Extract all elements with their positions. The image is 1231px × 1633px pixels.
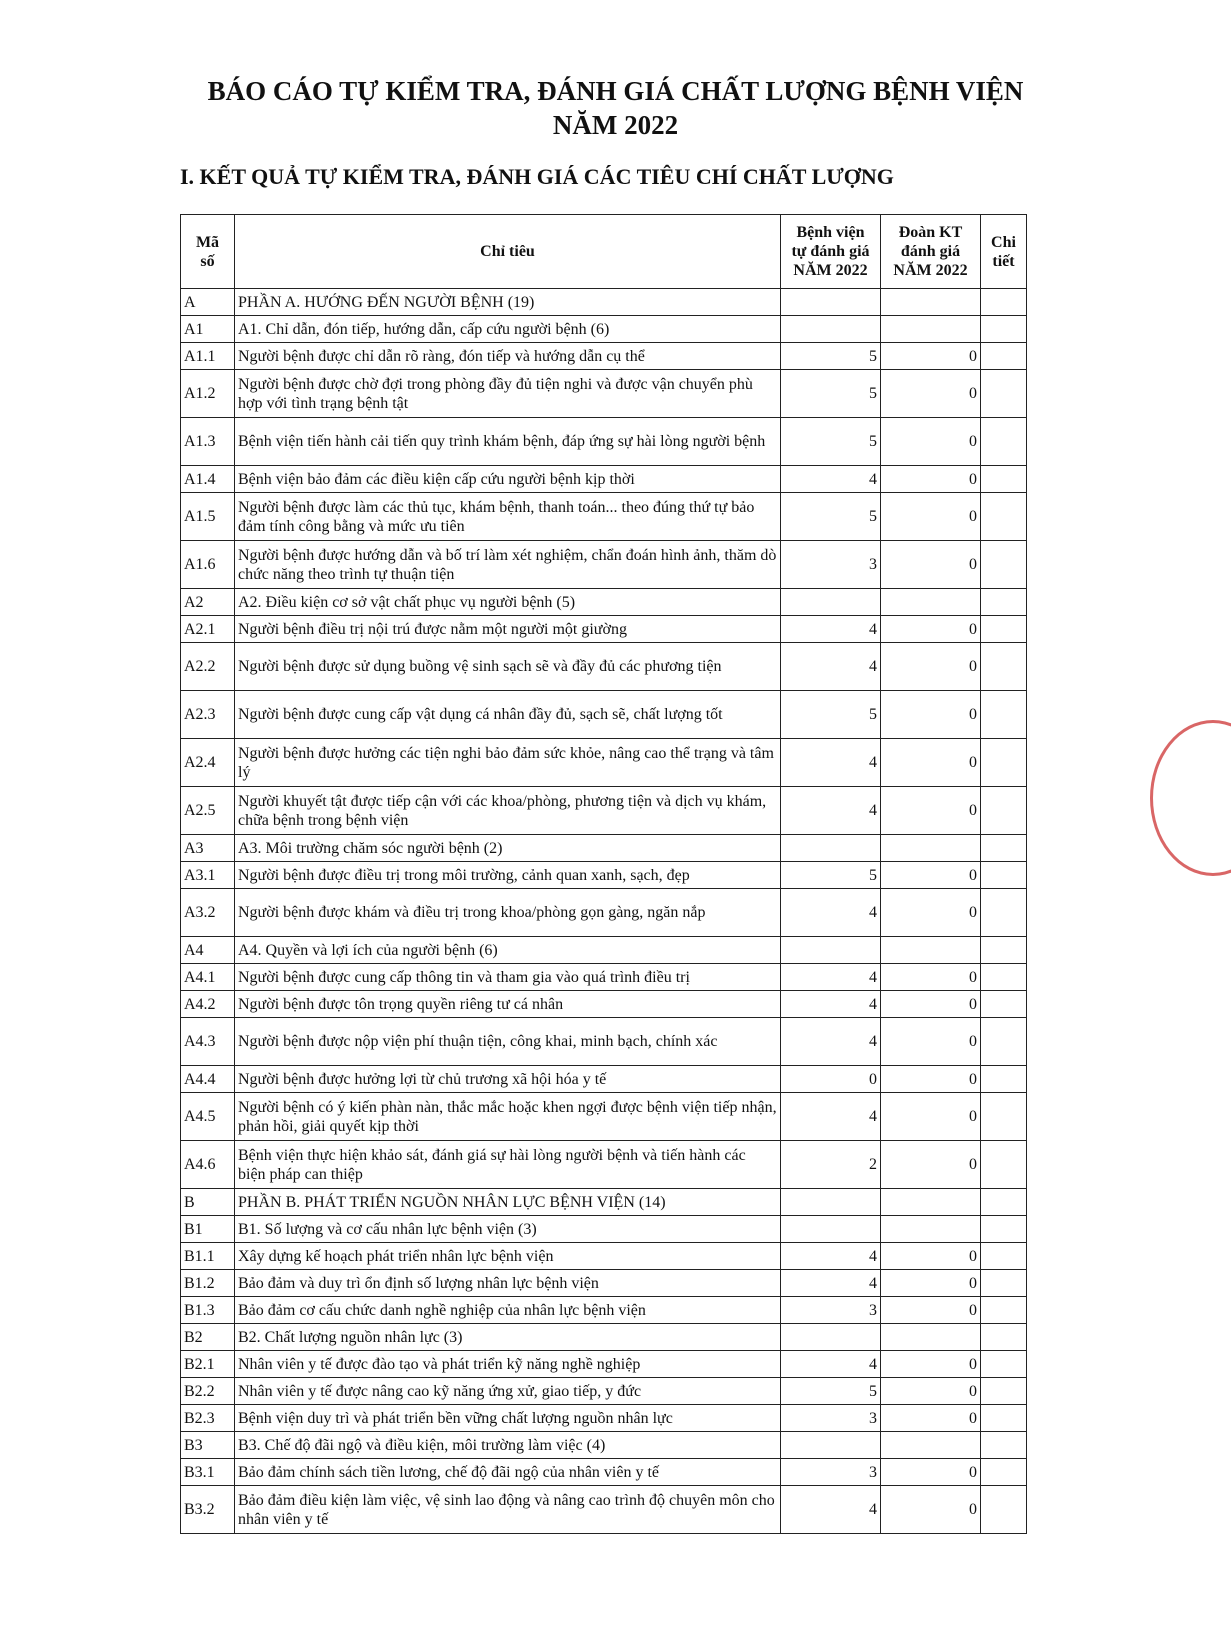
row-code: A2.4	[181, 739, 235, 787]
row-team-score	[881, 589, 981, 616]
row-code: A2.5	[181, 787, 235, 835]
table-row	[181, 1216, 1027, 1243]
row-self-score	[781, 289, 881, 316]
row-detail	[981, 1066, 1027, 1093]
row-detail	[981, 1405, 1027, 1432]
row-detail	[981, 616, 1027, 643]
header-name: Chỉ tiêu	[235, 215, 781, 289]
row-detail	[981, 739, 1027, 787]
row-detail	[981, 1243, 1027, 1270]
row-criterion: Người bệnh được điều trị trong môi trường, cảnh quan xanh, sạch, đẹp	[235, 862, 781, 889]
row-team-score: 0	[881, 418, 981, 466]
table-row	[181, 862, 1027, 889]
table-row	[181, 889, 1027, 937]
row-self-score: 4	[781, 739, 881, 787]
table-row	[181, 1270, 1027, 1297]
table-row	[181, 643, 1027, 691]
row-detail	[981, 1351, 1027, 1378]
row-criterion: Người bệnh được hưởng lợi từ chủ trương xã hội hóa y tế	[235, 1066, 781, 1093]
row-team-score: 0	[881, 1405, 981, 1432]
row-detail	[981, 316, 1027, 343]
table-row	[181, 466, 1027, 493]
row-detail	[981, 889, 1027, 937]
row-team-score: 0	[881, 991, 981, 1018]
row-detail	[981, 1486, 1027, 1534]
row-criterion: Người bệnh được nộp viện phí thuận tiện, công khai, minh bạch, chính xác	[235, 1018, 781, 1066]
table-row	[181, 1405, 1027, 1432]
row-detail	[981, 991, 1027, 1018]
row-code: A1.1	[181, 343, 235, 370]
row-criterion: Bảo đảm chính sách tiền lương, chế độ đãi ngộ của nhân viên y tế	[235, 1459, 781, 1486]
row-detail	[981, 343, 1027, 370]
table-row	[181, 991, 1027, 1018]
row-detail	[981, 1378, 1027, 1405]
row-code: A4.3	[181, 1018, 235, 1066]
row-code: A3	[181, 835, 235, 862]
row-self-score: 5	[781, 1378, 881, 1405]
row-code: A1.4	[181, 466, 235, 493]
row-detail	[981, 1216, 1027, 1243]
table-row	[181, 616, 1027, 643]
row-criterion: Người bệnh được hưởng các tiện nghi bảo đảm sức khỏe, nâng cao thể trạng và tâm lý	[235, 739, 781, 787]
row-criterion: A1. Chỉ dẫn, đón tiếp, hướng dẫn, cấp cứu người bệnh (6)	[235, 316, 781, 343]
row-team-score: 0	[881, 541, 981, 589]
row-code: A4.4	[181, 1066, 235, 1093]
row-code: B2.1	[181, 1351, 235, 1378]
criteria-table	[180, 214, 1027, 1534]
header-team-assessment: Đoàn KT đánh giá NĂM 2022	[881, 215, 981, 289]
row-criterion: Người bệnh được làm các thủ tục, khám bệnh, thanh toán... theo đúng thứ tự bảo đảm tính công bằng và mức ưu tiên	[235, 493, 781, 541]
row-self-score: 3	[781, 1405, 881, 1432]
row-code: A	[181, 289, 235, 316]
table-row	[181, 1018, 1027, 1066]
row-detail	[981, 1297, 1027, 1324]
table-body	[181, 289, 1027, 1534]
row-detail	[981, 964, 1027, 991]
row-detail	[981, 1093, 1027, 1141]
row-team-score: 0	[881, 1351, 981, 1378]
row-code: A2.2	[181, 643, 235, 691]
red-stamp-seal	[1150, 720, 1231, 876]
table-row	[181, 493, 1027, 541]
table-row	[181, 1486, 1027, 1534]
row-self-score	[781, 1432, 881, 1459]
row-team-score	[881, 1189, 981, 1216]
header-code: Mã số	[181, 215, 235, 289]
header-detail: Chi tiết	[981, 215, 1027, 289]
row-criterion: Người bệnh được sử dụng buồng vệ sinh sạch sẽ và đầy đủ các phương tiện	[235, 643, 781, 691]
title-line-1: BÁO CÁO TỰ KIỂM TRA, ĐÁNH GIÁ CHẤT LƯỢNG BỆNH VIỆN	[207, 76, 1024, 106]
row-team-score	[881, 1432, 981, 1459]
report-title	[0, 74, 1231, 142]
row-code: B3	[181, 1432, 235, 1459]
table-row	[181, 835, 1027, 862]
row-self-score: 2	[781, 1141, 881, 1189]
row-detail	[981, 493, 1027, 541]
table-row	[181, 589, 1027, 616]
row-code: B	[181, 1189, 235, 1216]
row-team-score: 0	[881, 343, 981, 370]
table-row	[181, 1093, 1027, 1141]
row-criterion: Người bệnh được cung cấp thông tin và tham gia vào quá trình điều trị	[235, 964, 781, 991]
row-team-score: 0	[881, 862, 981, 889]
row-criterion: Nhân viên y tế được đào tạo và phát triển kỹ năng nghề nghiệp	[235, 1351, 781, 1378]
row-code: A2.1	[181, 616, 235, 643]
row-code: B2.3	[181, 1405, 235, 1432]
row-self-score: 4	[781, 991, 881, 1018]
table-row	[181, 964, 1027, 991]
row-self-score: 5	[781, 493, 881, 541]
row-team-score: 0	[881, 1093, 981, 1141]
row-code: B1	[181, 1216, 235, 1243]
row-criterion: Bệnh viện tiến hành cải tiến quy trình khám bệnh, đáp ứng sự hài lòng người bệnh	[235, 418, 781, 466]
row-self-score	[781, 835, 881, 862]
row-self-score: 4	[781, 616, 881, 643]
row-self-score: 4	[781, 787, 881, 835]
row-self-score	[781, 937, 881, 964]
table-row	[181, 787, 1027, 835]
row-code: B1.2	[181, 1270, 235, 1297]
row-team-score: 0	[881, 493, 981, 541]
row-criterion: A3. Môi trường chăm sóc người bệnh (2)	[235, 835, 781, 862]
row-criterion: Người bệnh được chờ đợi trong phòng đầy đủ tiện nghi và được vận chuyển phù hợp với tình trạng bệnh tật	[235, 370, 781, 418]
table-row	[181, 937, 1027, 964]
row-self-score: 4	[781, 643, 881, 691]
row-code: A1	[181, 316, 235, 343]
table-row	[181, 1297, 1027, 1324]
row-self-score: 4	[781, 1351, 881, 1378]
row-code: B2.2	[181, 1378, 235, 1405]
table-row	[181, 1189, 1027, 1216]
row-detail	[981, 1459, 1027, 1486]
table-row	[181, 343, 1027, 370]
row-detail	[981, 289, 1027, 316]
row-detail	[981, 787, 1027, 835]
row-self-score	[781, 1216, 881, 1243]
row-team-score	[881, 289, 981, 316]
row-detail	[981, 541, 1027, 589]
row-self-score	[781, 1189, 881, 1216]
row-detail	[981, 862, 1027, 889]
row-code: A1.6	[181, 541, 235, 589]
row-team-score: 0	[881, 1459, 981, 1486]
row-detail	[981, 1189, 1027, 1216]
row-team-score: 0	[881, 1066, 981, 1093]
row-criterion: Người bệnh điều trị nội trú được nằm một người một giường	[235, 616, 781, 643]
row-criterion: Bệnh viện duy trì và phát triển bền vững chất lượng nguồn nhân lực	[235, 1405, 781, 1432]
row-code: A3.2	[181, 889, 235, 937]
row-team-score: 0	[881, 691, 981, 739]
row-criterion: B1. Số lượng và cơ cấu nhân lực bệnh viện (3)	[235, 1216, 781, 1243]
table-row	[181, 1459, 1027, 1486]
row-self-score: 4	[781, 1486, 881, 1534]
row-self-score	[781, 1324, 881, 1351]
row-team-score	[881, 1324, 981, 1351]
row-self-score: 4	[781, 964, 881, 991]
row-team-score: 0	[881, 1141, 981, 1189]
row-team-score: 0	[881, 1297, 981, 1324]
row-detail	[981, 1432, 1027, 1459]
row-code: A2	[181, 589, 235, 616]
table-row	[181, 739, 1027, 787]
row-code: A4.2	[181, 991, 235, 1018]
row-code: A3.1	[181, 862, 235, 889]
table-row	[181, 370, 1027, 418]
row-criterion: B2. Chất lượng nguồn nhân lực (3)	[235, 1324, 781, 1351]
row-criterion: B3. Chế độ đãi ngộ và điều kiện, môi trường làm việc (4)	[235, 1432, 781, 1459]
table-row	[181, 1432, 1027, 1459]
row-criterion: Bệnh viện bảo đảm các điều kiện cấp cứu người bệnh kịp thời	[235, 466, 781, 493]
row-team-score	[881, 316, 981, 343]
row-self-score: 5	[781, 418, 881, 466]
table-row	[181, 316, 1027, 343]
row-self-score	[781, 316, 881, 343]
row-self-score: 4	[781, 1093, 881, 1141]
row-team-score: 0	[881, 466, 981, 493]
row-code: A2.3	[181, 691, 235, 739]
table-header-row	[181, 215, 1027, 289]
row-team-score: 0	[881, 1243, 981, 1270]
table-row	[181, 289, 1027, 316]
header-self-assessment: Bệnh viện tự đánh giá NĂM 2022	[781, 215, 881, 289]
row-code: A1.2	[181, 370, 235, 418]
row-team-score: 0	[881, 643, 981, 691]
row-detail	[981, 937, 1027, 964]
row-self-score: 4	[781, 1018, 881, 1066]
row-detail	[981, 643, 1027, 691]
row-criterion: A2. Điều kiện cơ sở vật chất phục vụ người bệnh (5)	[235, 589, 781, 616]
row-criterion: Người khuyết tật được tiếp cận với các khoa/phòng, phương tiện và dịch vụ khám, chữa bệnh trong bệnh viện	[235, 787, 781, 835]
row-code: B1.1	[181, 1243, 235, 1270]
row-criterion: Người bệnh có ý kiến phàn nàn, thắc mắc hoặc khen ngợi được bệnh viện tiếp nhận, phản hồi, giải quyết kịp thời	[235, 1093, 781, 1141]
row-criterion: Xây dựng kế hoạch phát triển nhân lực bệnh viện	[235, 1243, 781, 1270]
row-team-score: 0	[881, 616, 981, 643]
row-team-score: 0	[881, 964, 981, 991]
row-detail	[981, 691, 1027, 739]
table-row	[181, 1066, 1027, 1093]
row-self-score: 4	[781, 1270, 881, 1297]
row-self-score: 3	[781, 1459, 881, 1486]
row-team-score: 0	[881, 370, 981, 418]
row-code: A1.5	[181, 493, 235, 541]
row-self-score: 3	[781, 1297, 881, 1324]
row-self-score: 4	[781, 1243, 881, 1270]
row-detail	[981, 1141, 1027, 1189]
table-row	[181, 1324, 1027, 1351]
table-row	[181, 1141, 1027, 1189]
row-detail	[981, 370, 1027, 418]
row-self-score: 3	[781, 541, 881, 589]
row-code: B3.1	[181, 1459, 235, 1486]
table-row	[181, 1243, 1027, 1270]
row-detail	[981, 1324, 1027, 1351]
row-criterion: Người bệnh được chỉ dẫn rõ ràng, đón tiếp và hướng dẫn cụ thể	[235, 343, 781, 370]
row-self-score	[781, 589, 881, 616]
row-detail	[981, 1018, 1027, 1066]
row-code: A4	[181, 937, 235, 964]
row-detail	[981, 418, 1027, 466]
row-team-score	[881, 1216, 981, 1243]
row-self-score: 4	[781, 889, 881, 937]
row-team-score: 0	[881, 787, 981, 835]
row-code: A4.5	[181, 1093, 235, 1141]
table-row	[181, 1351, 1027, 1378]
table-row	[181, 541, 1027, 589]
row-code: A4.6	[181, 1141, 235, 1189]
row-code: A4.1	[181, 964, 235, 991]
row-detail	[981, 466, 1027, 493]
row-criterion: PHẦN B. PHÁT TRIỂN NGUỒN NHÂN LỰC BỆNH VIỆN (14)	[235, 1189, 781, 1216]
row-criterion: Bảo đảm cơ cấu chức danh nghề nghiệp của nhân lực bệnh viện	[235, 1297, 781, 1324]
row-team-score	[881, 937, 981, 964]
row-self-score: 5	[781, 862, 881, 889]
section-title: I. KẾT QUẢ TỰ KIỂM TRA, ĐÁNH GIÁ CÁC TIÊU CHÍ CHẤT LƯỢNG	[180, 164, 894, 189]
row-criterion: Người bệnh được hướng dẫn và bố trí làm xét nghiệm, chẩn đoán hình ảnh, thăm dò chức năng theo trình tự thuận tiện	[235, 541, 781, 589]
row-code: B2	[181, 1324, 235, 1351]
table-row	[181, 418, 1027, 466]
row-team-score: 0	[881, 1378, 981, 1405]
row-self-score: 5	[781, 691, 881, 739]
row-criterion: A4. Quyền và lợi ích của người bệnh (6)	[235, 937, 781, 964]
row-criterion: Bệnh viện thực hiện khảo sát, đánh giá sự hài lòng người bệnh và tiến hành các biện pháp can thiệp	[235, 1141, 781, 1189]
row-self-score: 4	[781, 466, 881, 493]
row-code: A1.3	[181, 418, 235, 466]
row-code: B3.2	[181, 1486, 235, 1534]
row-criterion: Bảo đảm điều kiện làm việc, vệ sinh lao động và nâng cao trình độ chuyên môn cho nhân viên y tế	[235, 1486, 781, 1534]
row-team-score: 0	[881, 889, 981, 937]
row-criterion: PHẦN A. HƯỚNG ĐẾN NGƯỜI BỆNH (19)	[235, 289, 781, 316]
row-detail	[981, 589, 1027, 616]
row-team-score: 0	[881, 1270, 981, 1297]
row-criterion: Người bệnh được khám và điều trị trong khoa/phòng gọn gàng, ngăn nắp	[235, 889, 781, 937]
title-line-2: NĂM 2022	[552, 110, 679, 140]
table-row	[181, 1378, 1027, 1405]
row-team-score	[881, 835, 981, 862]
row-criterion: Nhân viên y tế được nâng cao kỹ năng ứng xử, giao tiếp, y đức	[235, 1378, 781, 1405]
row-detail	[981, 835, 1027, 862]
row-team-score: 0	[881, 739, 981, 787]
row-team-score: 0	[881, 1486, 981, 1534]
row-code: B1.3	[181, 1297, 235, 1324]
row-criterion: Người bệnh được tôn trọng quyền riêng tư cá nhân	[235, 991, 781, 1018]
row-criterion: Bảo đảm và duy trì ổn định số lượng nhân lực bệnh viện	[235, 1270, 781, 1297]
row-self-score: 5	[781, 370, 881, 418]
row-criterion: Người bệnh được cung cấp vật dụng cá nhân đầy đủ, sạch sẽ, chất lượng tốt	[235, 691, 781, 739]
table-row	[181, 691, 1027, 739]
row-detail	[981, 1270, 1027, 1297]
row-self-score: 0	[781, 1066, 881, 1093]
row-self-score: 5	[781, 343, 881, 370]
row-team-score: 0	[881, 1018, 981, 1066]
